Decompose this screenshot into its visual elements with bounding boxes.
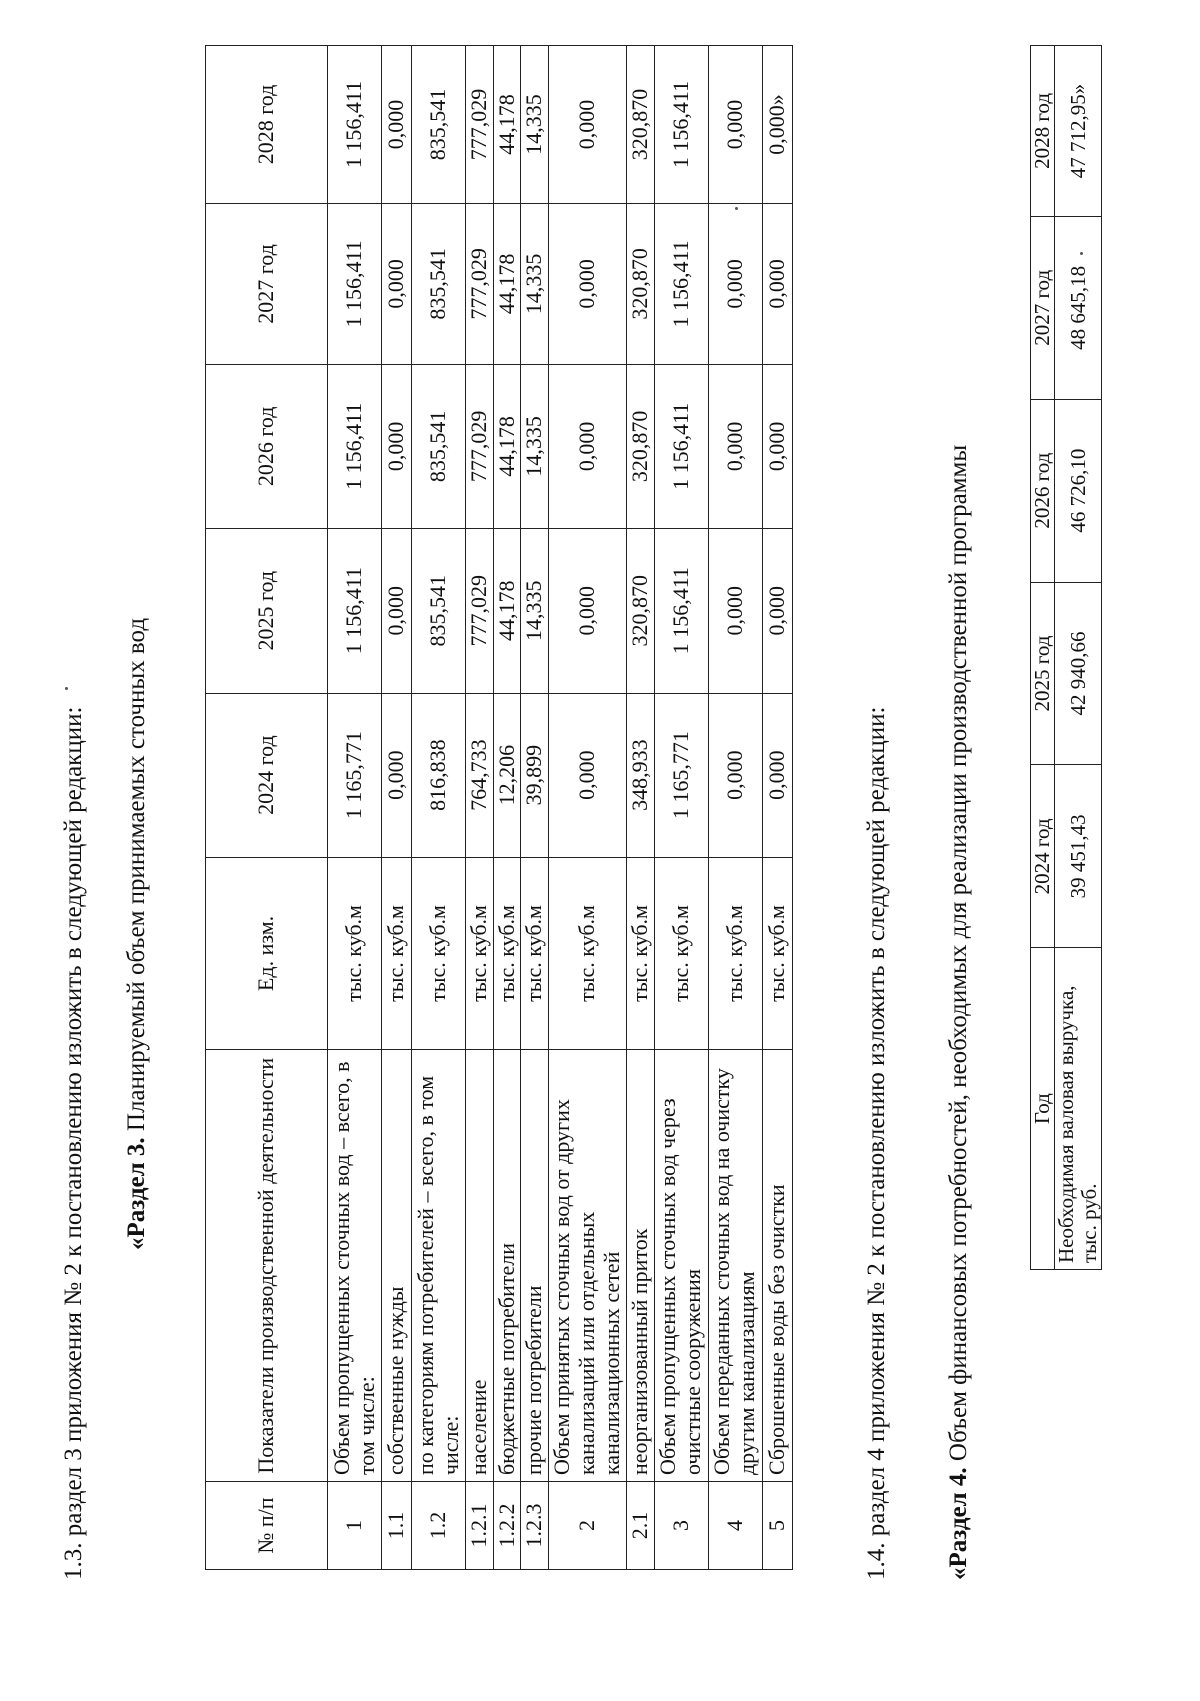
header-year-2024: 2024 год (206, 693, 328, 857)
scan-speck (1080, 252, 1083, 255)
value-2028: 320,870 (626, 46, 654, 204)
value-2024: 0,000 (708, 693, 762, 857)
value-2025: 0,000 (548, 528, 626, 693)
value-2027: 48 645,18 (1055, 216, 1102, 399)
header-year-2027: 2027 год (1031, 216, 1055, 399)
row-number: 1 (328, 1482, 382, 1570)
indicator-name: прочие потребители (521, 1050, 549, 1482)
value-2026: 320,870 (626, 364, 654, 528)
value-2028: 777,029 (466, 46, 494, 204)
row-number: 1.2.3 (521, 1482, 549, 1570)
table-row (548, 46, 626, 1570)
unit-cell: тыс. куб.м (762, 857, 792, 1050)
value-2027: 1 156,411 (328, 203, 382, 364)
value-2024: 0,000 (762, 693, 792, 857)
value-2028: 14,335 (521, 46, 549, 204)
value-2028: 1 156,411 (328, 46, 382, 204)
value-2026: 0,000 (762, 364, 792, 528)
table-body (328, 46, 793, 1570)
header-year-2028: 2028 год (1031, 46, 1055, 217)
value-2025: 1 156,411 (654, 528, 708, 693)
row-number: 4 (708, 1482, 762, 1570)
row-number: 1.2.2 (493, 1482, 521, 1570)
value-2028: 0,000» (762, 46, 792, 204)
value-2027: 0,000 (708, 203, 762, 364)
paragraph-1-4: 1.4. раздел 4 приложения № 2 к постановлению изложить в следующей редакции: (863, 706, 890, 1580)
value-2028: 835,541 (412, 46, 466, 204)
value-2027: 44,178 (493, 203, 521, 364)
unit-cell: тыс. куб.м (328, 857, 382, 1050)
value-2026: 14,335 (521, 364, 549, 528)
value-2025: 14,335 (521, 528, 549, 693)
value-2027: 0,000 (548, 203, 626, 364)
value-2025: 0,000 (708, 528, 762, 693)
indicator-name: Объем пропущенных сточных вод – всего, в том числе: (328, 1050, 382, 1482)
indicator-name: неорганизованный приток (626, 1050, 654, 1482)
value-2024: 39 451,43 (1055, 765, 1102, 948)
unit-cell: тыс. куб.м (412, 857, 466, 1050)
value-2024: 0,000 (548, 693, 626, 857)
table-row (521, 46, 549, 1570)
table-row (328, 46, 382, 1570)
header-year-2027: 2027 год (206, 203, 328, 364)
value-2025: 320,870 (626, 528, 654, 693)
indicator-name: собственные нужды (382, 1050, 412, 1482)
scan-speck (735, 207, 738, 210)
unit-cell: тыс. куб.м (548, 857, 626, 1050)
header-unit: Ед. изм. (206, 857, 328, 1050)
header-indicator: Показатели производственной деятельности (206, 1050, 328, 1482)
unit-cell: тыс. куб.м (382, 857, 412, 1050)
value-2028: 0,000 (548, 46, 626, 204)
row-number: 1.2 (412, 1482, 466, 1570)
value-2027: 320,870 (626, 203, 654, 364)
financial-needs-table (1030, 45, 1102, 1270)
value-2026: 0,000 (708, 364, 762, 528)
value-2025: 1 156,411 (328, 528, 382, 693)
unit-cell: тыс. куб.м (626, 857, 654, 1050)
section-4-title: Объем финансовых потребностей, необходимых для реализации производственной программы (945, 444, 972, 1468)
row-number: 2.1 (626, 1482, 654, 1570)
row-number: 5 (762, 1482, 792, 1570)
scan-speck (65, 687, 68, 690)
table-row (412, 46, 466, 1570)
value-2026: 777,029 (466, 364, 494, 528)
value-2028: 0,000 (708, 46, 762, 204)
value-2025: 777,029 (466, 528, 494, 693)
table-row (654, 46, 708, 1570)
value-2024: 1 165,771 (328, 693, 382, 857)
value-2028: 1 156,411 (654, 46, 708, 204)
header-year-2026: 2026 год (1031, 399, 1055, 582)
unit-cell: тыс. куб.м (654, 857, 708, 1050)
value-2025: 835,541 (412, 528, 466, 693)
section-4-label: «Раздел 4. (945, 1467, 972, 1580)
row-number: 3 (654, 1482, 708, 1570)
unit-cell: тыс. куб.м (466, 857, 494, 1050)
indicator-name: Объем принятых сточных вод от других канализаций или отдельных канализационных сетей (548, 1050, 626, 1482)
row-number: 1.2.1 (466, 1482, 494, 1570)
value-2026: 1 156,411 (654, 364, 708, 528)
value-2027: 835,541 (412, 203, 466, 364)
value-2025: 0,000 (762, 528, 792, 693)
header-year-2026: 2026 год (206, 364, 328, 528)
table-row (708, 46, 762, 1570)
indicator-name: Сброшенные воды без очистки (762, 1050, 792, 1482)
header-year: Год (1031, 948, 1055, 1270)
section-3-title: Планируемый объем принимаемых сточных вод (123, 617, 150, 1138)
indicator-name: Объем пропущенных сточных вод через очистные сооружения (654, 1050, 708, 1482)
value-2024: 1 165,771 (654, 693, 708, 857)
unit-cell: тыс. куб.м (493, 857, 521, 1050)
value-2027: 777,029 (466, 203, 494, 364)
indicator-name: бюджетные потребители (493, 1050, 521, 1482)
section-3-label: «Раздел 3. (123, 1137, 150, 1250)
value-2024: 39,899 (521, 693, 549, 857)
value-2027: 0,000 (762, 203, 792, 364)
value-2026: 0,000 (548, 364, 626, 528)
value-2028: 44,178 (493, 46, 521, 204)
value-2026: 0,000 (382, 364, 412, 528)
value-2026: 835,541 (412, 364, 466, 528)
indicator-name: по категориям потребителей – всего, в том числе: (412, 1050, 466, 1482)
value-2026: 46 726,10 (1055, 399, 1102, 582)
table-header-row (1031, 46, 1055, 1270)
table-row (493, 46, 521, 1570)
table-row (382, 46, 412, 1570)
value-2027: 1 156,411 (654, 203, 708, 364)
header-number: № п/п (206, 1482, 328, 1570)
value-2028: 0,000 (382, 46, 412, 204)
value-2027: 14,335 (521, 203, 549, 364)
table-header-row (206, 46, 328, 1570)
value-2024: 12,206 (493, 693, 521, 857)
table-row (466, 46, 494, 1570)
value-2026: 44,178 (493, 364, 521, 528)
section-3-heading (123, 618, 151, 1250)
paragraph-1-3: 1.3. раздел 3 приложения № 2 к постановлению изложить в следующей редакции: (60, 706, 87, 1580)
value-2028: 47 712,95» (1055, 46, 1102, 217)
section-4-heading (945, 445, 973, 1580)
value-2025: 44,178 (493, 528, 521, 693)
unit-cell: тыс. куб.м (708, 857, 762, 1050)
value-2024: 816,838 (412, 693, 466, 857)
row-number: 2 (548, 1482, 626, 1570)
table-row (762, 46, 792, 1570)
table-row (1055, 46, 1102, 1270)
indicator-name: Объем переданных сточных вод на очистку другим канализациям (708, 1050, 762, 1482)
value-2025: 42 940,66 (1055, 582, 1102, 765)
value-2027: 0,000 (382, 203, 412, 364)
header-year-2025: 2025 год (206, 528, 328, 693)
value-2024: 0,000 (382, 693, 412, 857)
value-2024: 764,733 (466, 693, 494, 857)
value-2026: 1 156,411 (328, 364, 382, 528)
indicator-name: население (466, 1050, 494, 1482)
header-year-2028: 2028 год (206, 46, 328, 204)
value-2024: 348,933 (626, 693, 654, 857)
row-label: Необходимая валовая выручка, тыс. руб. (1055, 948, 1102, 1270)
header-year-2025: 2025 год (1031, 582, 1055, 765)
header-year-2024: 2024 год (1031, 765, 1055, 948)
unit-cell: тыс. куб.м (521, 857, 549, 1050)
wastewater-volume-table (205, 45, 793, 1570)
table-row (626, 46, 654, 1570)
rotated-page-content (55, 40, 1180, 1650)
value-2025: 0,000 (382, 528, 412, 693)
row-number: 1.1 (382, 1482, 412, 1570)
